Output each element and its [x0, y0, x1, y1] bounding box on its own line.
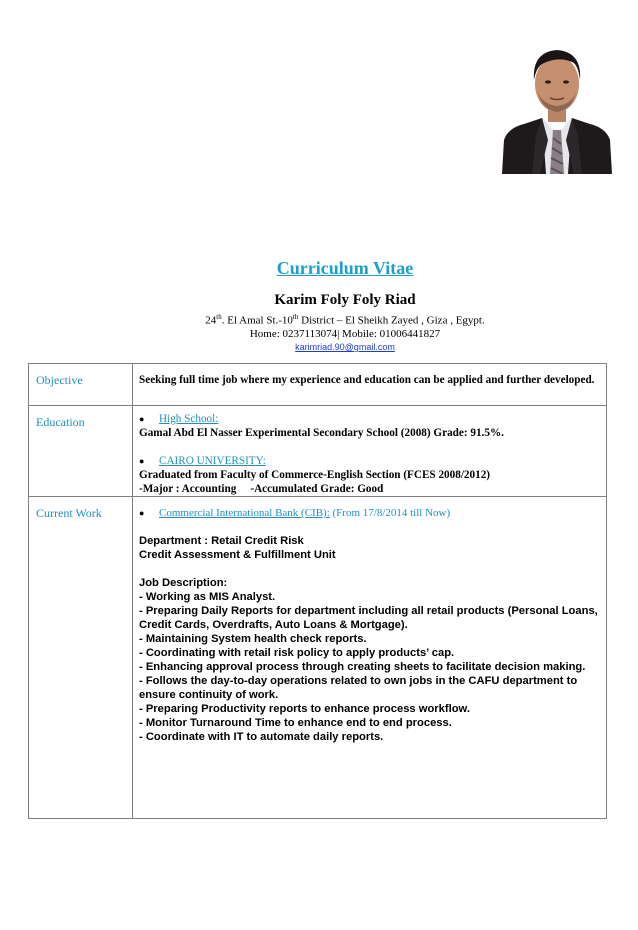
- education-label: Education: [29, 406, 133, 497]
- high-school-heading: ● High School:: [139, 413, 219, 425]
- education-row: [29, 406, 607, 497]
- duty-item: - Monitor Turnaround Time to enhance end to end process.: [139, 717, 452, 729]
- university-line-1: Graduated from Faculty of Commerce-English Section (FCES 2008/2012): [139, 469, 491, 481]
- work-heading: [139, 506, 600, 520]
- company-name: Commercial International Bank (CIB):: [159, 507, 330, 519]
- duty-item: - Preparing Productivity reports to enhance process workflow.: [139, 703, 470, 715]
- duty-item: - Coordinating with retail risk policy to apply products’ cap.: [139, 647, 455, 659]
- university-heading: ● CAIRO UNIVERSITY:: [139, 455, 266, 467]
- bullet-icon: ●: [139, 456, 145, 466]
- duty-item: - Coordinate with IT to automate daily reports.: [139, 731, 384, 743]
- department: Department : Retail Credit Risk: [139, 535, 304, 547]
- profile-photo: [502, 40, 612, 174]
- work-period: (From 17/8/2014 till Now): [329, 507, 451, 519]
- bullet-icon: ●: [139, 414, 145, 424]
- objective-row: [29, 364, 607, 406]
- bullet-icon: ●: [139, 508, 145, 518]
- duty-item: - Working as MIS Analyst.: [139, 591, 276, 603]
- unit: Credit Assessment & Fulfillment Unit: [139, 549, 336, 561]
- work-label: Current Work: [29, 497, 133, 819]
- address-line: 24th. El Amal St.-10th District – El Sheikh Zayed , Giza , Egypt.: [205, 313, 485, 327]
- candidate-name: Karim Foly Foly Riad: [274, 292, 416, 308]
- objective-text: Seeking full time job where my experience and education can be applied and further developed.: [139, 374, 595, 386]
- work-row: [29, 497, 607, 819]
- high-school-text: Gamal Abd El Nasser Experimental Secondary School (2008) Grade: 91.5%.: [139, 427, 504, 439]
- objective-label: Objective: [29, 364, 133, 406]
- duty-item: - Preparing Daily Reports for department including all retail products (Personal Loans, Credit Cards, Overdrafts, Auto Loans & Mortgage).: [139, 605, 598, 631]
- cv-title: Curriculum Vitae: [276, 258, 414, 278]
- job-description-heading: Job Description:: [139, 577, 228, 589]
- duty-item: - Enhancing approval process through creating sheets to facilitate decision making.: [139, 661, 586, 673]
- duty-item: - Follows the day-to-day operations related to own jobs in the CAFU department to ensure continuity of work.: [139, 675, 578, 701]
- cv-table: [28, 363, 607, 819]
- university-line-2: -Major : Accounting -Accumulated Grade: Good: [139, 483, 384, 495]
- duty-item: - Maintaining System health check reports.: [139, 633, 367, 645]
- email-link[interactable]: karimriad.90@gmail.com: [295, 342, 395, 352]
- phone-numbers: Home: 0237113074| Mobile: 01006441827: [249, 328, 441, 340]
